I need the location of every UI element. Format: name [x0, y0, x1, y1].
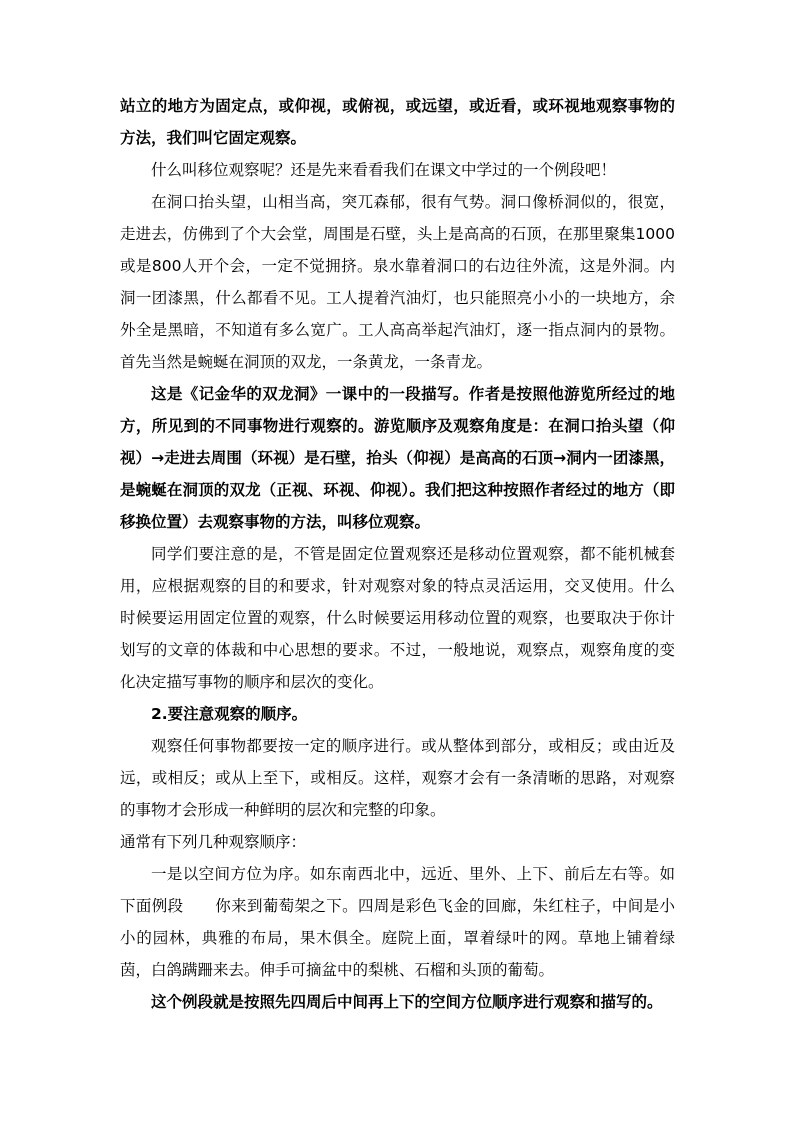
paragraph-moving-observation-question: 什么叫移位观察呢？还是先来看看我们在课文中学过的一个例段吧！	[151, 161, 617, 179]
section-heading-observation-order: 2.要注意观察的顺序。	[151, 705, 308, 723]
paragraph-fixed-observation-definition: 站立的地方为固定点，或仰视，或俯视，或远望，或近看，或环视地观察事物的方法，我们叫它固定观察。	[120, 97, 675, 147]
paragraph-spatial-order-example: 一是以空间方位为序。如东南西北中，远近、里外、上下、前后左右等。如下面例段 你来到葡萄架之下。四周是彩色飞金的回廊，朱红柱子，中间是小小的园林，典雅的布局，果木俱全。庭院上面，罩着绿叶的网。草地上铺着绿茵，白鸽蹒跚来去。伸手可摘盆中的梨桃、石榴和头顶的葡萄。	[120, 865, 675, 979]
paragraph-moving-observation-explanation: 这是《记金华的双龙洞》一课中的一段描写。作者是按照他游览所经过的地方，所见到的不同事物进行观察的。游览顺序及观察角度是：在洞口抬头望（仰视）→走进去周围（环视）是石壁，抬头（仰视）是高高的石顶→洞内一团漆黑，是蜿蜒在洞顶的双龙（正视、环视、仰视）。我们把这种按照作者经过的地方（即移换位置）去观察事物的方法，叫移位观察。	[120, 385, 675, 531]
document-body	[120, 90, 675, 1018]
paragraph-order-intro: 观察任何事物都要按一定的顺序进行。或从整体到部分，或相反；或由近及远，或相反；或从上至下，或相反。这样，观察才会有一条清晰的思路，对观察的事物才会形成一种鲜明的层次和完整的印象。	[120, 737, 675, 819]
paragraph-spatial-order-conclusion: 这个例段就是按照先四周后中间再上下的空间方位顺序进行观察和描写的。	[151, 993, 663, 1011]
paragraph-example-passage: 在洞口抬头望，山相当高，突兀森郁，很有气势。洞口像桥洞似的，很宽，走进去，仿佛到了个大会堂，周围是石壁，头上是高高的石顶，在那里聚集1000或是800人开个会，一定不觉拥挤。泉水靠着洞口的右边往外流，这是外洞。内洞一团漆黑，什么都看不见。工人提着汽油灯，也只能照亮小小的一块地方，余外全是黑暗，不知道有多么宽广。工人高高举起汽油灯，逐一指点洞内的景物。首先当然是蜿蜒在洞顶的双龙，一条黄龙，一条青龙。	[120, 193, 675, 371]
paragraph-usage-note: 同学们要注意的是，不管是固定位置观察还是移动位置观察，都不能机械套用，应根据观察的目的和要求，针对观察对象的特点灵活运用，交叉使用。什么时候要运用固定位置的观察，什么时候要运用移动位置的观察，也要取决于你计划写的文章的体裁和中心思想的要求。不过，一般地说，观察点，观察角度的变化决定描写事物的顺序和层次的变化。	[120, 545, 675, 691]
paragraph-order-types-lead: 通常有下列几种观察顺序：	[120, 833, 307, 851]
